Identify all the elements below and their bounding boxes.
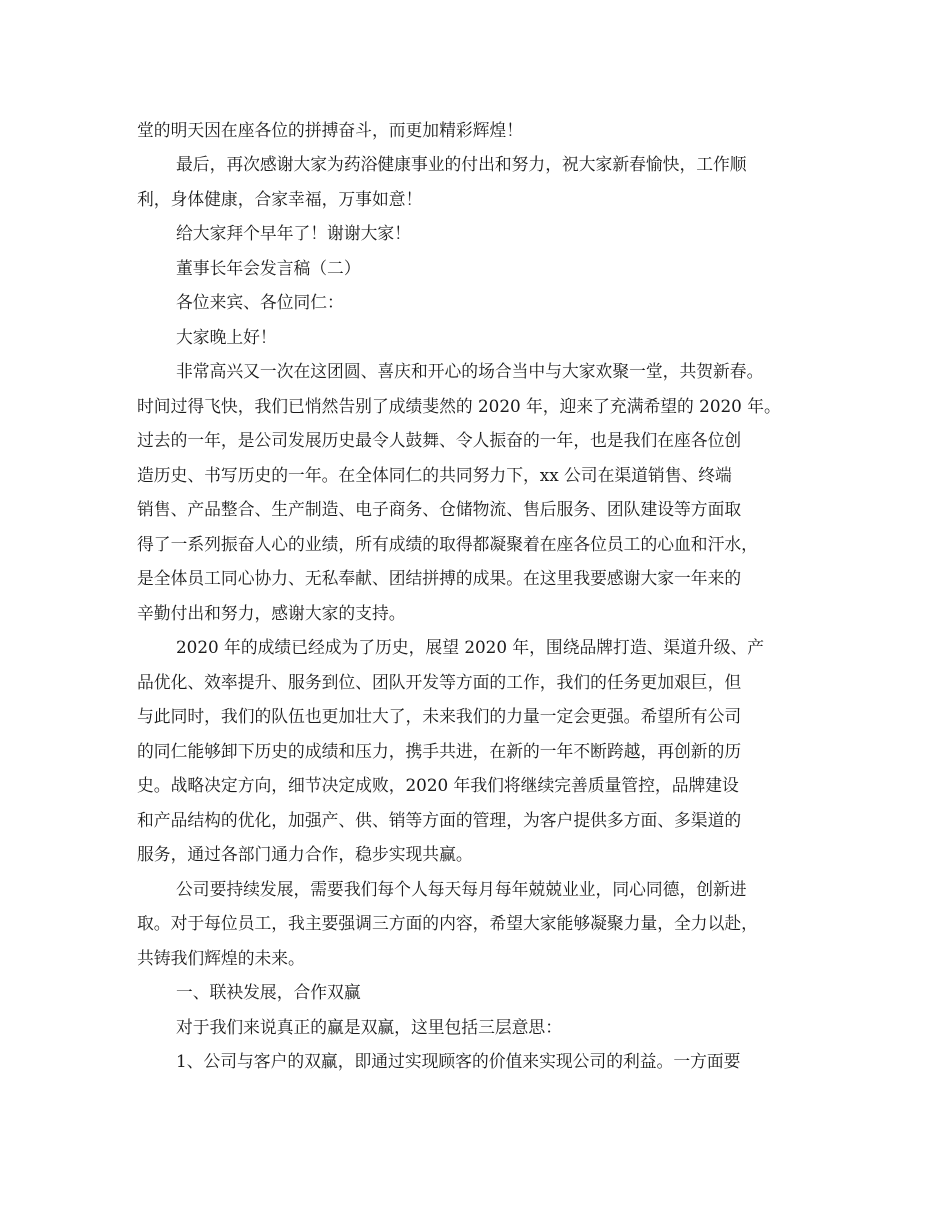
text-line: 对于我们来说真正的赢是双赢，这里包括三层意思：	[176, 1017, 562, 1037]
text-line: 销售、产品整合、生产制造、电子商务、仓储物流、售后服务、团队建设等方面取	[137, 499, 742, 519]
text-line: 和产品结构的优化，加强产、供、销等方面的管理，为客户提供多方面、多渠道的	[137, 810, 742, 830]
text-line: 是全体员工同心协力、无私奉献、团结拼搏的成果。在这里我要感谢大家一年来的	[137, 568, 742, 588]
text-line: 时间过得飞快，我们已悄然告别了成绩斐然的 2020 年，迎来了充满希望的 2020 年。	[137, 396, 781, 416]
text-line: 服务，通过各部门通力合作，稳步实现共赢。	[137, 844, 473, 864]
text-line: 与此同时，我们的队伍也更加壮大了，未来我们的力量一定会更强。希望所有公司	[137, 706, 742, 726]
text-line: 1、公司与客户的双赢，即通过实现顾客的价值来实现公司的利益。一方面要	[176, 1051, 741, 1071]
text-line: 非常高兴又一次在这团圆、喜庆和开心的场合当中与大家欢聚一堂，共贺新春。	[176, 361, 764, 381]
text-line: 2020 年的成绩已经成为了历史，展望 2020 年，围绕品牌打造、渠道升级、产	[176, 637, 765, 657]
text-line: 辛勤付出和努力，感谢大家的支持。	[137, 603, 406, 623]
text-line: 造历史、书写历史的一年。在全体同仁的共同努力下，xx 公司在渠道销售、终端	[137, 465, 732, 485]
text-line: 给大家拜个早年了！谢谢大家！	[176, 223, 411, 243]
text-line: 得了一系列振奋人心的业绩，所有成绩的取得都凝聚着在座各位员工的心血和汗水，	[137, 534, 758, 554]
text-line: 的同仁能够卸下历史的成绩和压力，携手共进，在新的一年不断跨越，再创新的历	[137, 741, 742, 761]
section-heading: 董事长年会发言稿（二）	[176, 258, 361, 278]
text-line: 过去的一年，是公司发展历史最令人鼓舞、令人振奋的一年，也是我们在座各位创	[137, 430, 742, 450]
text-line: 利，身体健康，合家幸福，万事如意！	[137, 189, 423, 209]
text-line: 史。战略决定方向，细节决定成败，2020 年我们将继续完善质量管控，品牌建设	[137, 775, 739, 795]
text-line: 大家晚上好！	[176, 327, 277, 347]
text-line: 公司要持续发展，需要我们每个人每天每月每年兢兢业业，同心同德，创新进	[176, 879, 747, 899]
section-heading: 一、联袂发展，合作双赢	[176, 982, 361, 1002]
text-line: 最后，再次感谢大家为药浴健康事业的付出和努力，祝大家新春愉快，工作顺	[176, 154, 747, 174]
text-line: 堂的明天因在座各位的拼搏奋斗，而更加精彩辉煌！	[137, 120, 523, 140]
text-line: 品优化、效率提升、服务到位、团队开发等方面的工作，我们的任务更加艰巨，但	[137, 672, 742, 692]
text-line: 共铸我们辉煌的未来。	[137, 948, 305, 968]
text-line: 各位来宾、各位同仁：	[176, 292, 344, 312]
text-line: 取。对于每位员工，我主要强调三方面的内容，希望大家能够凝聚力量，全力以赴，	[137, 913, 758, 933]
